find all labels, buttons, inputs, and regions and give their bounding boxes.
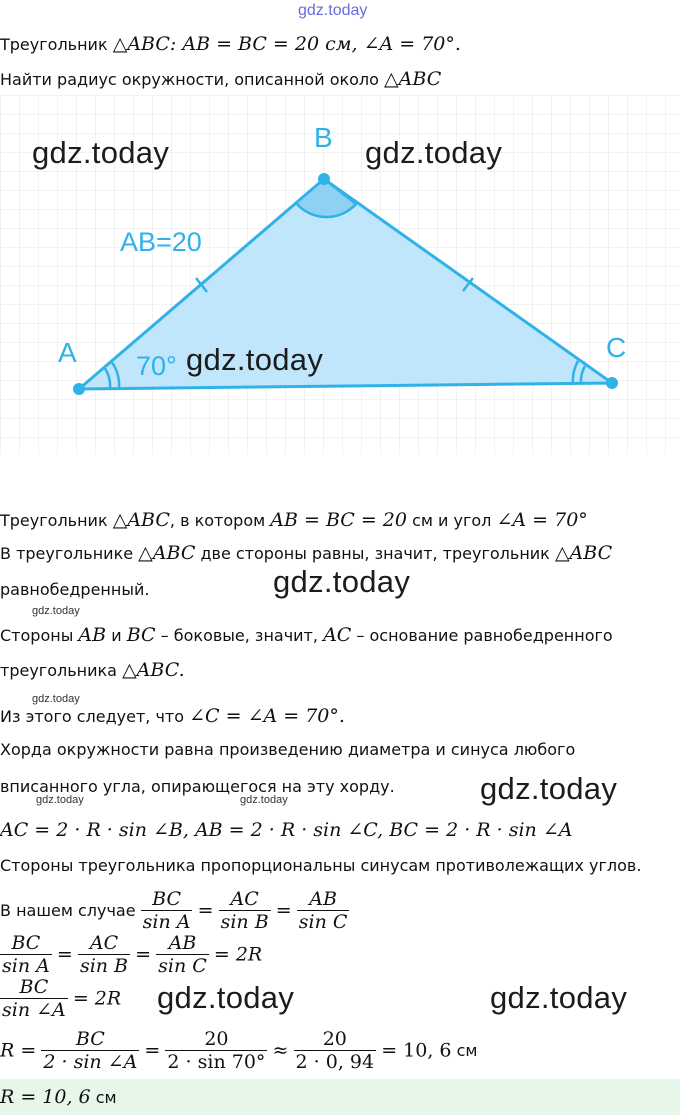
vertex-a [73, 383, 85, 395]
problem-label: Треугольник [0, 35, 108, 54]
fraction [141, 888, 193, 933]
vertex-c [606, 377, 618, 389]
approx: ≈ [272, 1039, 289, 1062]
fraction [41, 1028, 139, 1073]
math: BC [126, 624, 156, 646]
math: AB [78, 624, 107, 646]
text: Стороны [0, 626, 74, 645]
fraction [0, 976, 68, 1021]
fraction [219, 888, 271, 933]
result: = 10, 6 [381, 1039, 452, 1062]
numerator: BC [19, 976, 49, 998]
text: Из этого следует, что [0, 707, 185, 726]
equals: = [135, 943, 152, 966]
radius-computation [0, 1028, 477, 1073]
text: , в котором [169, 511, 266, 530]
fraction [0, 932, 52, 977]
numerator: AC [230, 888, 259, 910]
ratio-line-2 [0, 932, 262, 977]
watermark-top: gdz.today [298, 2, 368, 19]
solution-line-7: Хорда окружности равна произведению диаметра и синуса любого [0, 740, 576, 759]
watermark: gdz.today [157, 980, 295, 1015]
two-r: = 2R [72, 987, 122, 1010]
chord-formulas: AC = 2 · R · sin ∠B, AB = 2 · R · sin ∠C, BC = 2 · R · sin ∠A [0, 819, 573, 841]
unit: см [456, 1041, 478, 1060]
fraction [78, 932, 130, 977]
equals: = [56, 943, 73, 966]
solution-line-6 [0, 705, 345, 727]
fraction [165, 1028, 267, 1073]
denominator: sin C [298, 911, 348, 933]
problem-line-2 [0, 68, 441, 90]
ratio-line-1 [0, 888, 349, 933]
equals: = [197, 899, 214, 922]
ratio-line-3 [0, 976, 121, 1021]
angle-label-a: 70° [136, 351, 177, 381]
math: AC [323, 624, 352, 646]
problem-triangle: △ABC [384, 68, 442, 90]
watermark: gdz.today [490, 980, 628, 1015]
denominator: sin A [142, 911, 191, 933]
numerator: BC [75, 1028, 105, 1050]
text: В треугольнике [0, 544, 134, 563]
text: треугольника [0, 661, 117, 680]
watermark-small: gdz.today [32, 605, 80, 617]
text: – боковые, значит, [160, 626, 318, 645]
watermark-small: gdz.today [32, 693, 80, 705]
denominator: 2 · sin 70° [167, 1051, 266, 1073]
denominator: sin A [2, 955, 50, 977]
math: △ABC [554, 542, 613, 564]
r-lhs: R = [0, 1039, 37, 1062]
fraction [156, 932, 209, 977]
solution-line-10: Стороны треугольника пропорциональны синусам противолежащих углов. [0, 856, 642, 875]
watermark: gdz.today [365, 135, 503, 170]
math: △ABC. [122, 659, 185, 681]
fraction [297, 888, 350, 933]
denominator: sin C [158, 955, 207, 977]
answer-unit: см [95, 1088, 117, 1107]
watermark-small: gdz.today [240, 794, 288, 806]
numerator: BC [152, 888, 181, 910]
two-r: = 2R [213, 943, 263, 966]
text: В нашем случае [0, 901, 136, 920]
side-label-ab: AB=20 [120, 227, 202, 257]
label-b: B [314, 122, 333, 153]
watermark-small: gdz.today [36, 794, 84, 806]
text: и [111, 626, 122, 645]
vertex-b [318, 173, 330, 185]
answer-math: R = 10, 6 [0, 1086, 91, 1108]
denominator: sin B [79, 955, 129, 977]
math: AB = BC = 20 [270, 509, 407, 531]
denominator: 2 · 0, 94 [295, 1051, 375, 1073]
watermark: gdz.today [480, 771, 618, 806]
text: – основание равнобедренного [356, 626, 613, 645]
math: △ABC [138, 542, 196, 564]
problem-line-1 [0, 33, 461, 55]
numerator: AB [168, 932, 197, 954]
denominator: 2 · sin ∠A [43, 1051, 138, 1073]
watermark: gdz.today [32, 135, 170, 170]
answer-row [0, 1079, 680, 1115]
math: △ABC [112, 509, 170, 531]
watermark: gdz.today [186, 342, 324, 377]
watermark: gdz.today [273, 564, 411, 599]
solution-line-4 [0, 624, 613, 646]
solution-line-3: равнобедренный. [0, 580, 150, 599]
equals: = [275, 899, 292, 922]
numerator: AC [89, 932, 119, 954]
denominator: sin B [220, 911, 269, 933]
denominator: sin ∠A [2, 999, 66, 1021]
math: ∠C = ∠A = 70°. [189, 705, 345, 727]
numerator: 20 [322, 1028, 347, 1050]
numerator: BC [11, 932, 41, 954]
problem-math: △ABC: AB = BC = 20 см, ∠A = 70°. [112, 33, 461, 55]
answer [0, 1086, 117, 1108]
numerator: AB [309, 888, 337, 910]
solution-line-1 [0, 509, 588, 531]
solution-line-2 [0, 542, 612, 564]
text: две стороны равны, значит, треугольник [200, 544, 550, 563]
solution-line-5 [0, 659, 185, 681]
equals: = [144, 1039, 161, 1062]
text: Треугольник [0, 511, 108, 530]
text: см и угол [406, 511, 497, 530]
numerator: 20 [204, 1028, 229, 1050]
label-c: C [606, 332, 627, 363]
label-a: A [58, 337, 77, 368]
fraction [294, 1028, 377, 1073]
problem-question: Найти радиус окружности, описанной около [0, 70, 379, 89]
solution-line-8: вписанного угла, опирающегося на эту хорду. [0, 777, 395, 796]
math: ∠A = 70° [496, 509, 588, 531]
